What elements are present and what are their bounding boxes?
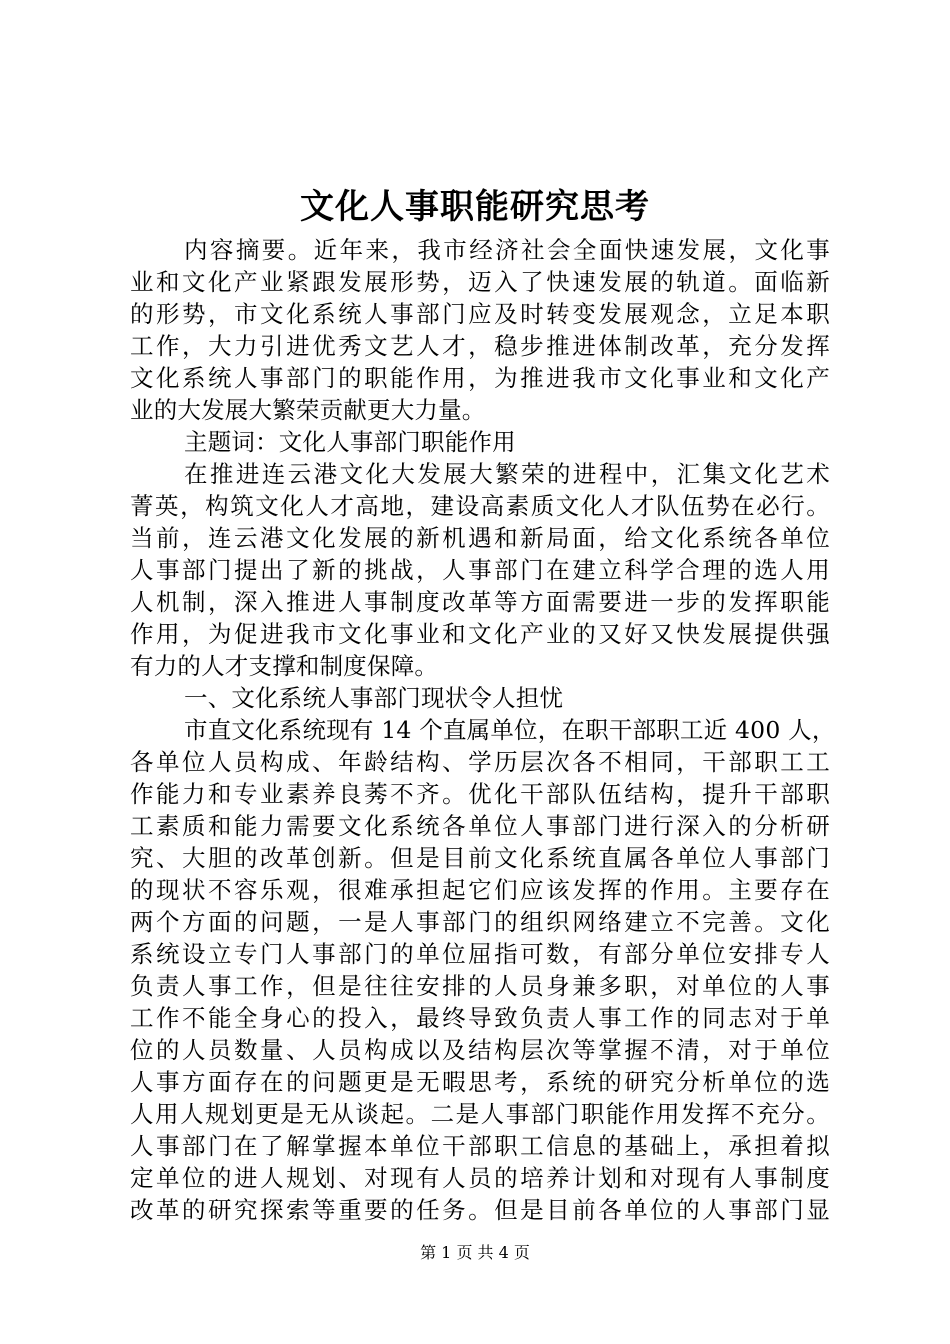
text-line: 业和文化产业紧跟发展形势，迈入了快速发展的轨道。面临新	[130, 268, 830, 296]
text-line: 的形势，市文化系统人事部门应及时转变发展观念，立足本职	[130, 300, 830, 328]
text-line: 究、大胆的改革创新。但是目前文化系统直属各单位人事部门	[130, 844, 830, 872]
text-line: 人事部门在了解掌握本单位干部职工信息的基础上，承担着拟	[130, 1132, 830, 1160]
text-line: 的现状不容乐观，很难承担起它们应该发挥的作用。主要存在	[130, 876, 830, 904]
text-line: 负责人事工作，但是往往安排的人员身兼多职，对单位的人事	[130, 972, 830, 1000]
text-line: 在推进连云港文化大发展大繁荣的进程中，汇集文化艺术	[184, 460, 830, 488]
text-line: 人用人规划更是无从谈起。二是人事部门职能作用发挥不充分。	[130, 1100, 830, 1128]
text-line: 各单位人员构成、年龄结构、学历层次各不相同，干部职工工	[130, 748, 830, 776]
document-body	[130, 234, 836, 1226]
text-line: 工作，大力引进优秀文艺人才，稳步推进体制改革，充分发挥	[130, 332, 830, 360]
text-line: 工素质和能力需要文化系统各单位人事部门进行深入的分析研	[130, 812, 830, 840]
text-line: 系统设立专门人事部门的单位屈指可数，有部分单位安排专人	[130, 940, 830, 968]
text-line: 人机制，深入推进人事制度改革等方面需要进一步的发挥职能	[130, 588, 830, 616]
text-line: 内容摘要。近年来，我市经济社会全面快速发展，文化事	[184, 236, 830, 264]
text-line: 文化系统人事部门的职能作用，为推进我市文化事业和文化产	[130, 364, 830, 392]
text-line: 工作不能全身心的投入，最终导致负责人事工作的同志对于单	[130, 1004, 830, 1032]
text-line: 一、文化系统人事部门现状令人担忧	[184, 684, 564, 712]
text-line: 业的大发展大繁荣贡献更大力量。	[130, 396, 486, 424]
text-line: 人事方面存在的问题更是无暇思考，系统的研究分析单位的选	[130, 1068, 830, 1096]
text-line: 改革的研究探索等重要的任务。但是目前各单位的人事部门显	[130, 1196, 830, 1224]
text-line: 主题词：文化人事部门职能作用	[184, 428, 516, 456]
text-line: 位的人员数量、人员构成以及结构层次等掌握不清，对于单位	[130, 1036, 830, 1064]
text-line: 市直文化系统现有 14 个直属单位，在职干部职工近 400 人，	[184, 716, 836, 744]
text-line: 当前，连云港文化发展的新机遇和新局面，给文化系统各单位	[130, 524, 830, 552]
text-line: 作能力和专业素养良莠不齐。优化干部队伍结构，提升干部职	[130, 780, 830, 808]
text-line: 定单位的进人规划、对现有人员的培养计划和对现有人事制度	[130, 1164, 830, 1192]
text-line: 菁英，构筑文化人才高地，建设高素质文化人才队伍势在必行。	[130, 492, 830, 520]
text-line: 人事部门提出了新的挑战，人事部门在建立科学合理的选人用	[130, 556, 830, 584]
text-line: 有力的人才支撑和制度保障。	[130, 652, 439, 680]
text-line: 作用，为促进我市文化事业和文化产业的又好又快发展提供强	[130, 620, 830, 648]
page-footer: 第 1 页 共 4 页	[420, 1243, 530, 1262]
text-line: 两个方面的问题，一是人事部门的组织网络建立不完善。文化	[130, 908, 830, 936]
document-title: 文化人事职能研究思考	[300, 187, 650, 227]
